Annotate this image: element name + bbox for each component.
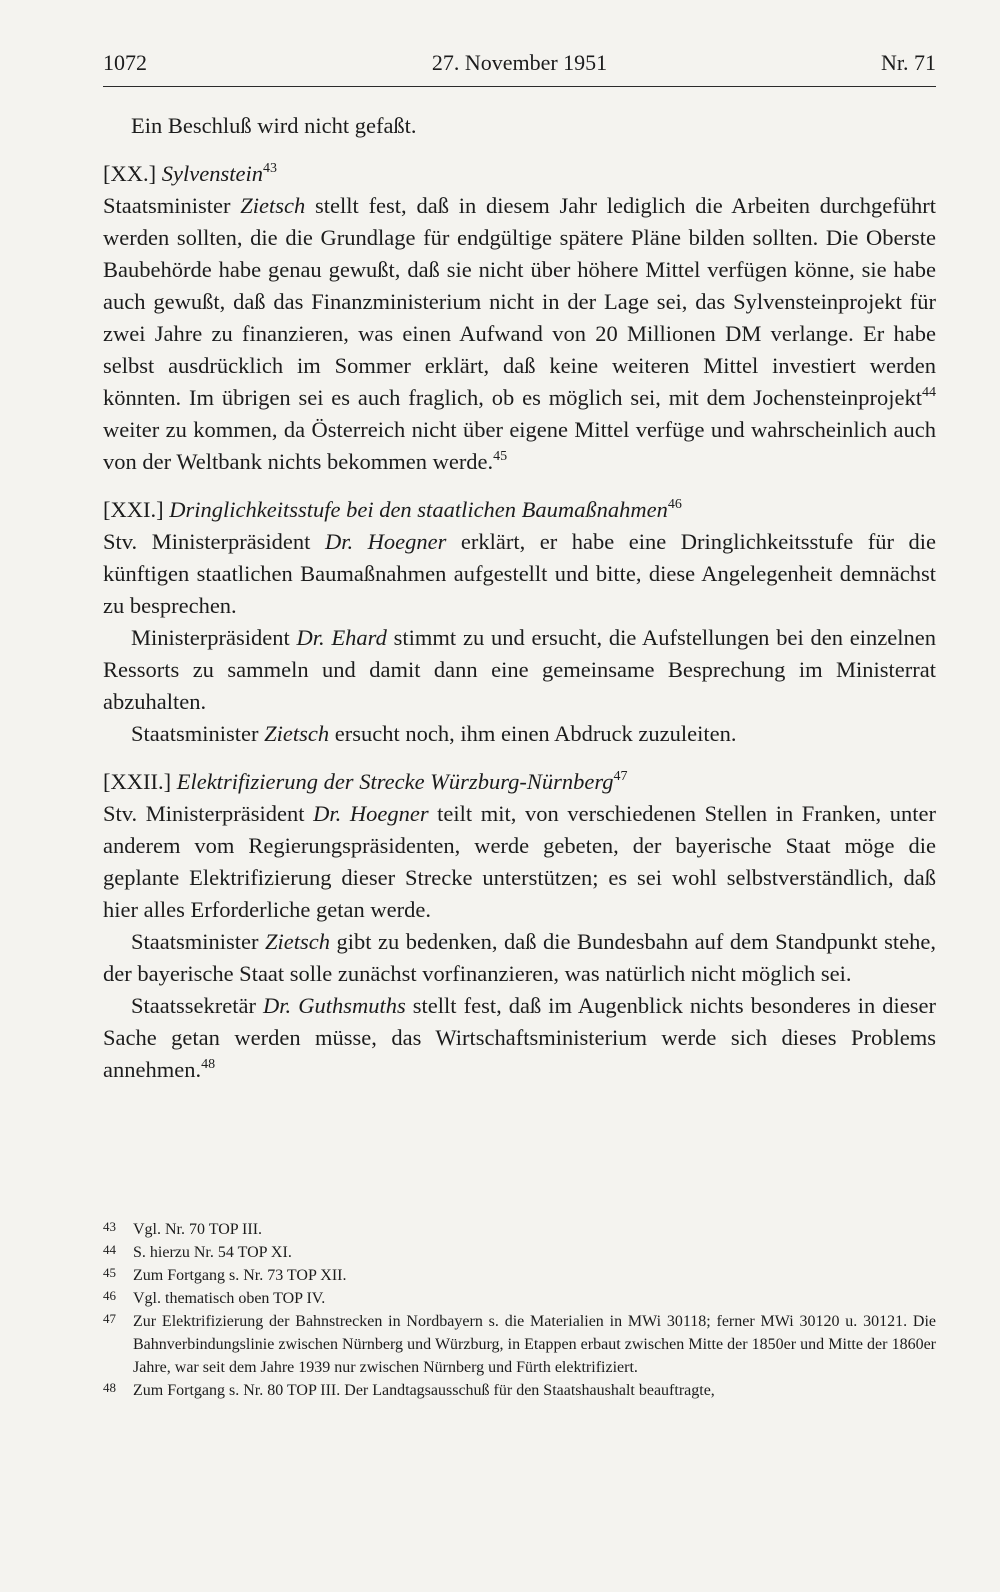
footnote bbox=[103, 1310, 936, 1379]
section-number: [XX.] bbox=[103, 161, 157, 186]
section-number: [XXII.] bbox=[103, 769, 172, 794]
paragraph-text: stellt fest, daß in diesem Jahr lediglich die Arbeiten durchgeführt werden sollten, die die Grundlage für endgültige spätere Pläne bilden sollten. Die Oberste Baubehörde habe genau gewußt, daß sie nicht über höhere Mittel verfügen könne, sie habe auch gewußt, daß das Finanzministerium nicht in der Lage sei, das Sylvensteinprojekt für zwei Jahre zu finanzieren, was einen Aufwand von 20 Millionen DM verlange. Er habe selbst ausdrücklich im Sommer erklärt, daß keine weiteren Mittel investiert werden könnten. Im übrigen sei es auch fraglich, ob es möglich sei, mit dem Jochensteinprojekt bbox=[103, 193, 936, 410]
paragraph-text: Staatsminister bbox=[131, 929, 265, 954]
section-xxii bbox=[103, 766, 936, 1086]
speaker-name: Zietsch bbox=[240, 193, 306, 218]
footnote-number: 48 bbox=[103, 1380, 116, 1395]
paragraph bbox=[103, 526, 936, 622]
paragraph bbox=[103, 990, 936, 1086]
speaker-name: Dr. Ehard bbox=[296, 625, 387, 650]
footnote-ref: 48 bbox=[201, 1057, 216, 1072]
footnote-text: S. hierzu Nr. 54 TOP XI. bbox=[133, 1244, 292, 1261]
footnote bbox=[103, 1241, 936, 1264]
paragraph-text: gibt zu bedenken, daß die Bundesbahn auf dem Standpunkt stehe, der bayerische Staat solle zunächst vorfinanzieren, was natürlich nicht möglich sei. bbox=[103, 929, 936, 986]
issue-number: Nr. 71 bbox=[881, 50, 936, 75]
footnote-text: Zur Elektrifizierung der Bahnstrecken in Nordbayern s. die Materialien in MWi 30118; ferner MWi 30120 u. 30121. Die Bahnverbindungslinie zwischen Nürnberg und Würzburg, in Etappen erbaut zwischen Mitte der 1850er und Mitte der 1860er Jahre, war seit dem Jahre 1939 nur zwischen Nürnberg und Fürth elektrifiziert. bbox=[133, 1313, 936, 1376]
section-title: Sylvenstein bbox=[161, 161, 263, 186]
footnote-text: Vgl. Nr. 70 TOP III. bbox=[133, 1221, 263, 1238]
paragraph-text: Staatssekretär bbox=[131, 993, 264, 1018]
paragraph-text: Staatsminister bbox=[103, 193, 241, 218]
footnote bbox=[103, 1264, 936, 1287]
footnote-ref: 43 bbox=[262, 161, 277, 176]
paragraph-text: erklärt, er habe eine Dringlichkeitsstufe für die künftigen staatlichen Baumaßnahmen aufgestellt und bitte, diese Angelegenheit demnächst zu besprechen. bbox=[103, 529, 936, 618]
footnote bbox=[103, 1379, 936, 1402]
paragraph-text: Stv. Ministerpräsident bbox=[103, 529, 325, 554]
paragraph-text: teilt mit, von verschiedenen Stellen in Franken, unter anderem vom Regierungspräsidenten, werde gebeten, der bayerische Staat möge die geplante Elektrifizierung dieser Strecke unterstützen; es sei wohl selbstverständlich, daß hier alles Erforderliche getan werde. bbox=[103, 801, 936, 922]
speaker-name: Dr. Hoegner bbox=[324, 529, 447, 554]
paragraph-text: Staatsminister bbox=[131, 721, 265, 746]
speaker-name: Zietsch bbox=[264, 721, 330, 746]
section-title: Dringlichkeitsstufe bei den staatlichen Baumaßnahmen bbox=[169, 497, 668, 522]
speaker-name: Dr. Guthsmuths bbox=[263, 993, 406, 1018]
speaker-name: Zietsch bbox=[264, 929, 330, 954]
footnote-ref: 47 bbox=[613, 769, 628, 784]
paragraph-text: stellt fest, daß im Augenblick nichts besonderes in dieser Sache getan werden müsse, das Wirtschaftsministerium werde sich dieses Problems annehmen. bbox=[103, 993, 937, 1082]
section-number: [XXI.] bbox=[103, 497, 164, 522]
page-number: 1072 bbox=[103, 50, 147, 75]
footnote-number: 43 bbox=[103, 1219, 116, 1234]
paragraph-text: Ministerpräsident bbox=[131, 625, 297, 650]
footnote-number: 46 bbox=[103, 1288, 116, 1303]
footnote-ref: 44 bbox=[922, 385, 936, 400]
footnote-ref: 45 bbox=[493, 449, 508, 464]
speaker-name: Dr. Hoegner bbox=[313, 801, 429, 826]
paragraph bbox=[103, 798, 936, 926]
main-text bbox=[103, 110, 936, 1086]
paragraph bbox=[103, 622, 936, 718]
section-heading bbox=[103, 494, 936, 526]
header-date: 27. November 1951 bbox=[431, 50, 608, 75]
paragraph-text: ersucht noch, ihm einen Abdruck zuzuleiten. bbox=[329, 721, 737, 746]
footnote-number: 47 bbox=[103, 1311, 116, 1326]
footnote-text: Zum Fortgang s. Nr. 73 TOP XII. bbox=[133, 1267, 347, 1284]
footnote-text: Zum Fortgang s. Nr. 80 TOP III. Der Landtagsausschuß für den Staatshaushalt beauftragte, bbox=[133, 1382, 715, 1399]
paragraph bbox=[103, 718, 936, 750]
footnote-number: 44 bbox=[103, 1242, 116, 1257]
footnote-ref: 46 bbox=[667, 497, 682, 512]
section-title: Elektrifizierung der Strecke Würzburg-Nürnberg bbox=[176, 769, 614, 794]
paragraph bbox=[103, 926, 936, 990]
opening-line: Ein Beschluß wird nicht gefaßt. bbox=[131, 113, 417, 138]
running-header bbox=[103, 50, 936, 87]
footnote-text: Vgl. thematisch oben TOP IV. bbox=[133, 1290, 326, 1307]
section-xx bbox=[103, 158, 936, 478]
footnote bbox=[103, 1287, 936, 1310]
section-xxi bbox=[103, 494, 936, 750]
paragraph-text: stimmt zu und ersucht, die Aufstellungen bei den einzelnen Ressorts zu sammeln und damit dann eine gemeinsame Besprechung im Ministerrat abzuhalten. bbox=[103, 625, 936, 714]
section-heading bbox=[103, 158, 936, 190]
section-heading bbox=[103, 766, 936, 798]
paragraph-text: Stv. Ministerpräsident bbox=[103, 801, 314, 826]
paragraph-text: weiter zu kommen, da Österreich nicht über eigene Mittel verfüge und wahrscheinlich auch von der Weltbank nichts bekommen werde. bbox=[103, 417, 936, 474]
footnote-number: 45 bbox=[103, 1265, 116, 1280]
footnotes bbox=[103, 1218, 936, 1402]
footnote bbox=[103, 1218, 936, 1241]
paragraph bbox=[103, 190, 936, 478]
